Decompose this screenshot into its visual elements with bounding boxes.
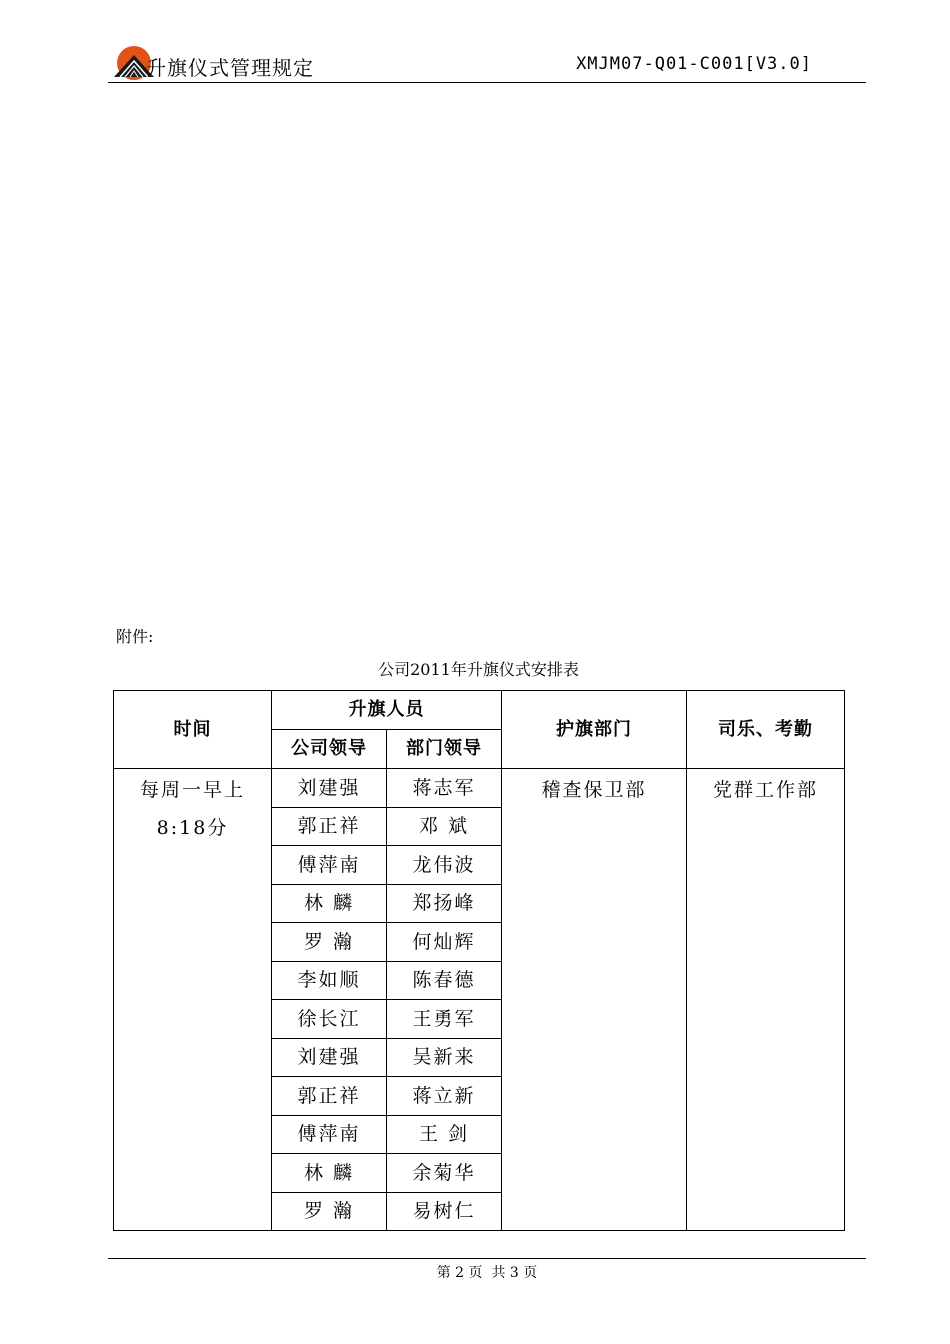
company-leader-cell: 郭正祥 [272, 807, 387, 846]
schedule-table [113, 690, 845, 1231]
dept-leader-cell: 龙伟波 [387, 846, 502, 885]
dept-leader-cell: 余菊华 [387, 1154, 502, 1193]
document-title: 升旗仪式管理规定 [146, 56, 314, 80]
header-company-leader: 公司领导 [272, 730, 387, 769]
table-header-row [114, 691, 845, 730]
dept-leader-cell: 陈春德 [387, 961, 502, 1000]
page-footer: 第 2 页 共 3 页 [436, 1265, 538, 1281]
company-leader-cell: 郭正祥 [272, 1077, 387, 1116]
document-code: XMJM07-Q01-C001[V3.0] [576, 54, 812, 74]
company-leader-cell: 林 麟 [272, 884, 387, 923]
table-title: 公司2011年升旗仪式安排表 [378, 660, 579, 679]
guard-dept-cell: 稽查保卫部 [502, 769, 687, 1231]
header-dept-leader: 部门领导 [387, 730, 502, 769]
music-dept-cell: 党群工作部 [687, 769, 845, 1231]
dept-leader-cell: 易树仁 [387, 1192, 502, 1231]
company-leader-cell: 刘建强 [272, 1038, 387, 1077]
page-header [108, 40, 866, 83]
dept-leader-cell: 郑扬峰 [387, 884, 502, 923]
header-time: 时间 [114, 691, 272, 769]
header-flag-raisers: 升旗人员 [272, 691, 502, 730]
dept-leader-cell: 邓 斌 [387, 807, 502, 846]
company-leader-cell: 罗 瀚 [272, 1192, 387, 1231]
table-row [114, 769, 845, 808]
company-leader-cell: 李如顺 [272, 961, 387, 1000]
company-leader-cell: 林 麟 [272, 1154, 387, 1193]
header-guard-dept: 护旗部门 [502, 691, 687, 769]
footer-divider [108, 1258, 866, 1259]
company-leader-cell: 罗 瀚 [272, 923, 387, 962]
company-leader-cell: 傅萍南 [272, 1115, 387, 1154]
dept-leader-cell: 吴新来 [387, 1038, 502, 1077]
dept-leader-cell: 蒋志军 [387, 769, 502, 808]
dept-leader-cell: 何灿辉 [387, 923, 502, 962]
dept-leader-cell: 蒋立新 [387, 1077, 502, 1116]
dept-leader-cell: 王勇军 [387, 1000, 502, 1039]
time-line-2: 8:18分 [156, 817, 229, 839]
dept-leader-cell: 王 剑 [387, 1115, 502, 1154]
company-leader-cell: 徐长江 [272, 1000, 387, 1039]
company-leader-cell: 傅萍南 [272, 846, 387, 885]
company-leader-cell: 刘建强 [272, 769, 387, 808]
attachment-label: 附件: [116, 627, 154, 646]
time-cell [114, 769, 272, 1231]
time-line-1: 每周一早上 [139, 779, 245, 801]
header-music-attendance: 司乐、考勤 [687, 691, 845, 769]
